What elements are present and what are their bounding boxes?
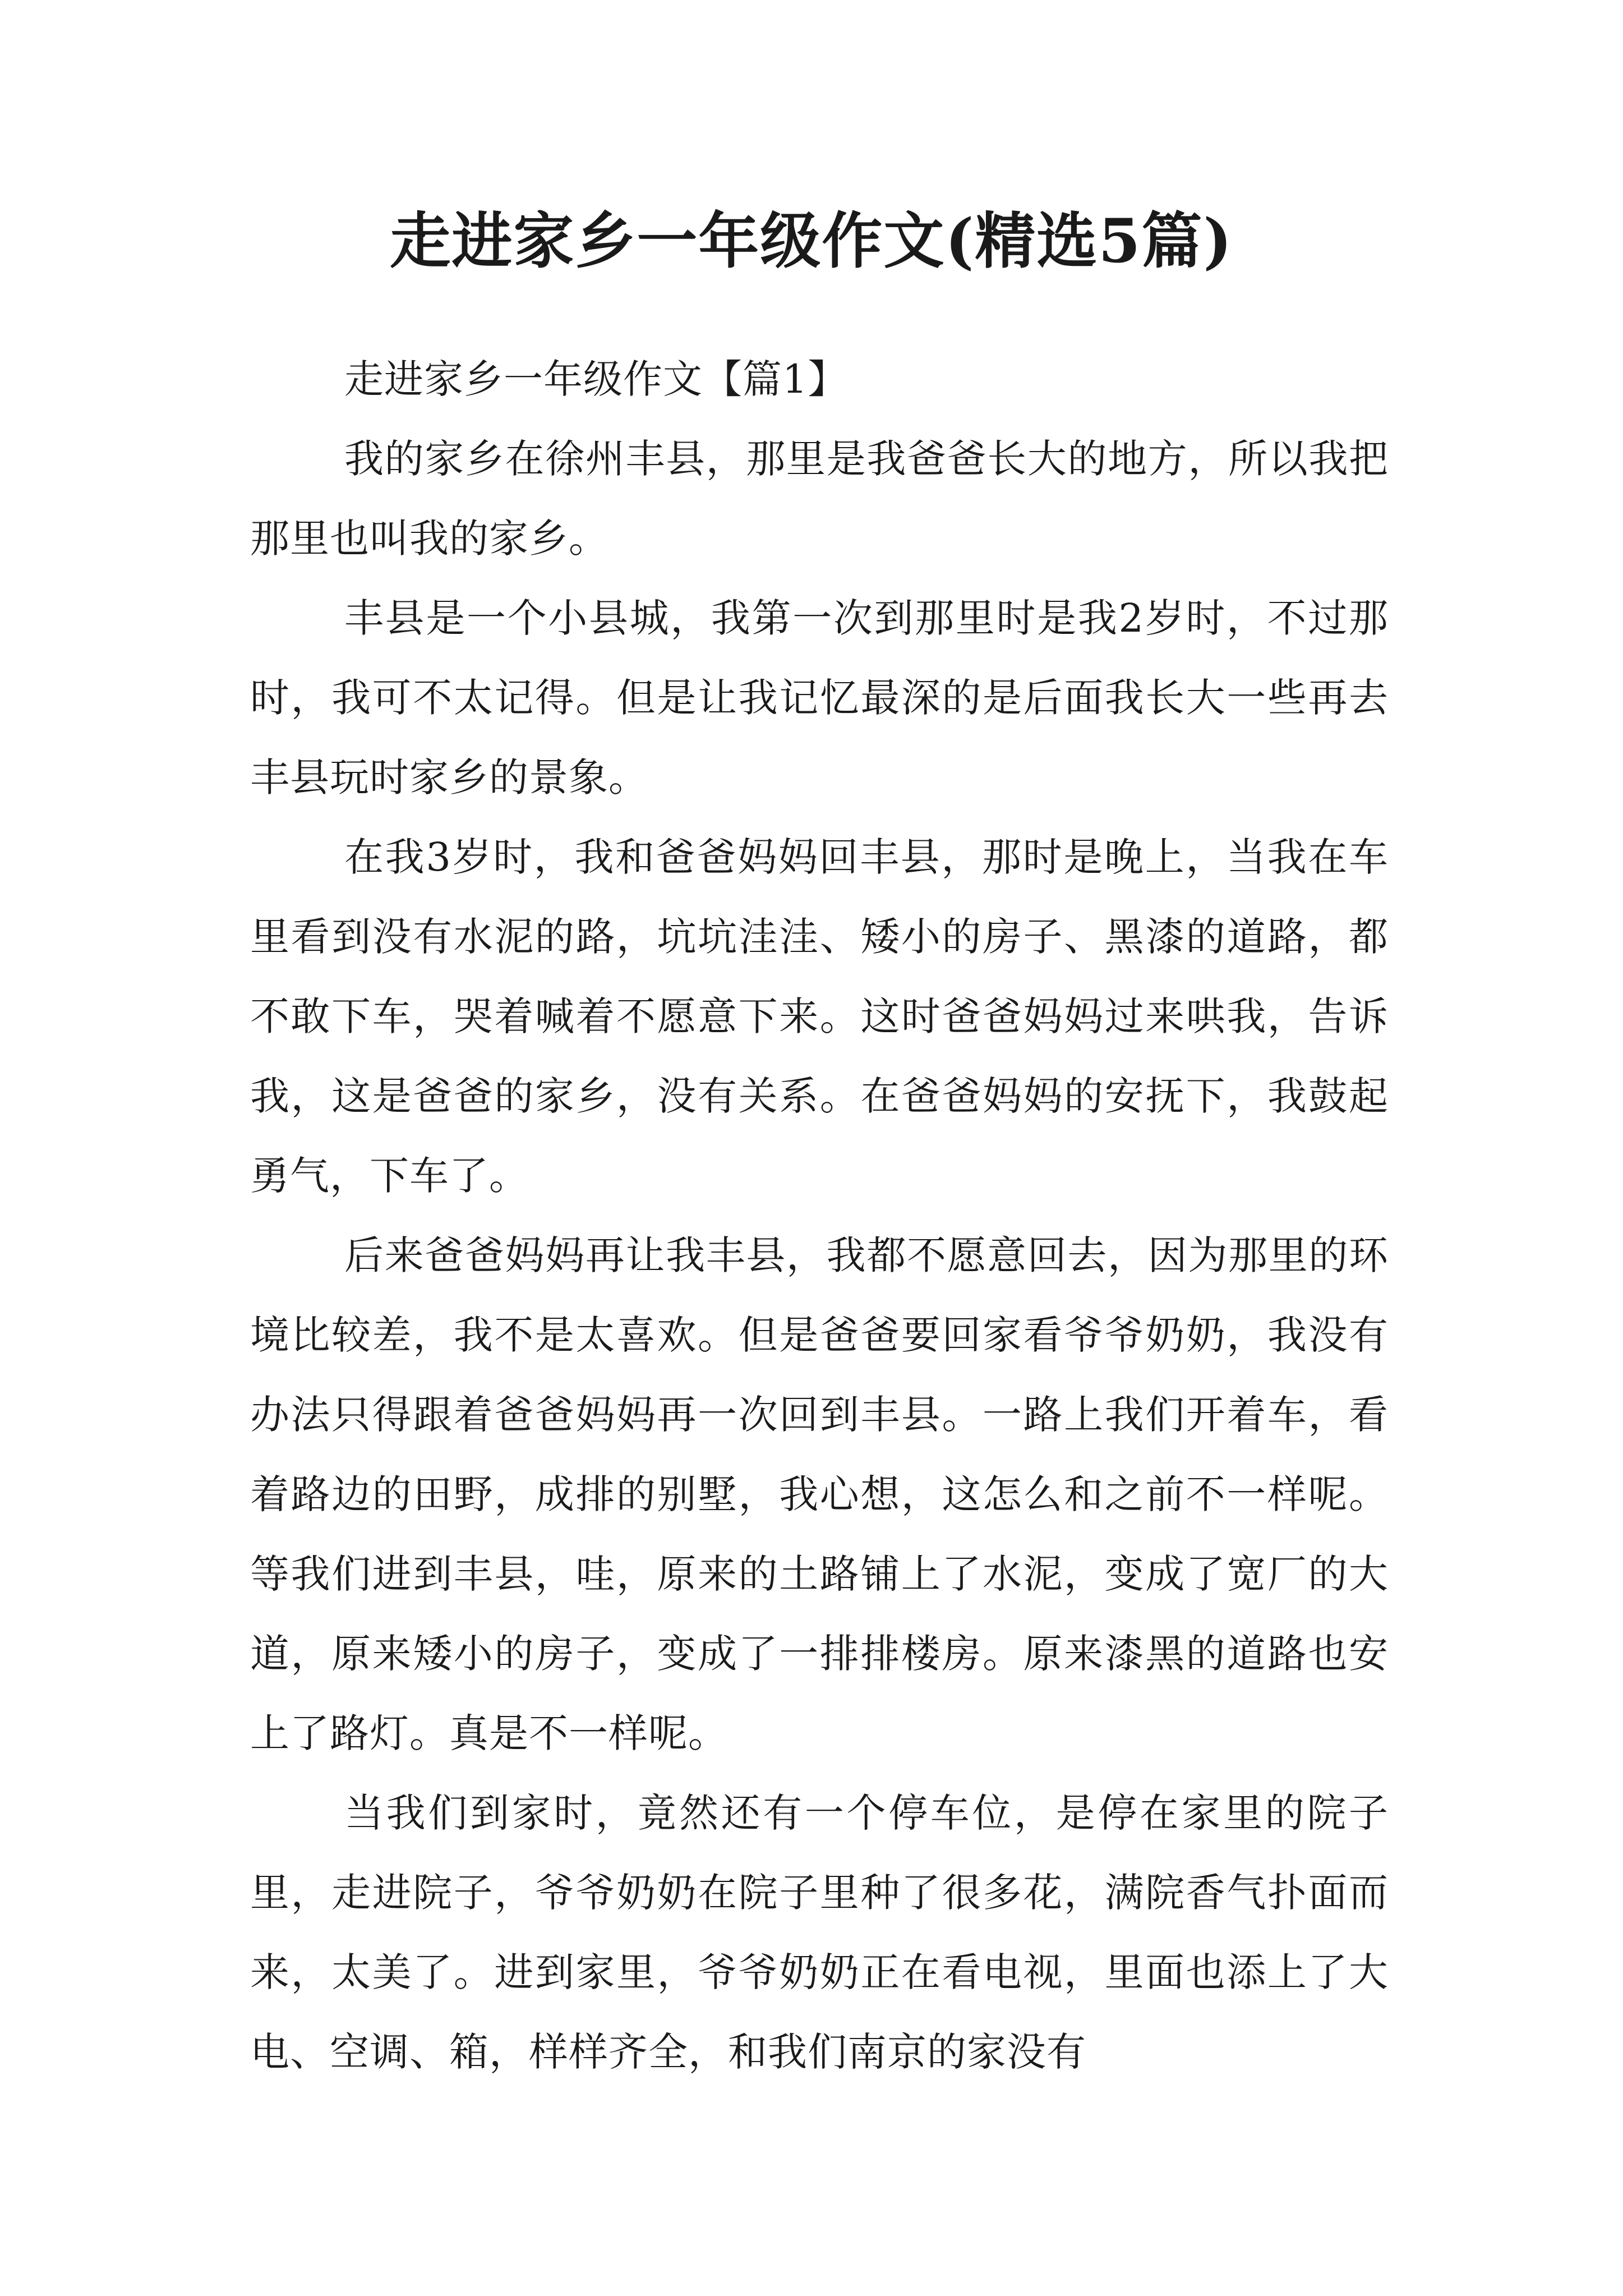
paragraph: 当我们到家时，竟然还有一个停车位，是停在家里的院子里，走进院子，爷爷奶奶在院子里种了很多花，满院香气扑面而来，太美了。进到家里，爷爷奶奶正在看电视，里面也添上了大电、空调、箱，样样齐全，和我们南京的家没有 <box>250 1790 1389 2075</box>
paragraph: 在我3岁时，我和爸爸妈妈回丰县，那时是晚上，当我在车里看到没有水泥的路，坑坑洼洼、矮小的房子、黑漆的道路，都不敢下车，哭着喊着不愿意下来。这时爸爸妈妈过来哄我，告诉我，这是爸爸的家乡，没有关系。在爸爸妈妈的安抚下，我鼓起勇气，下车了。 <box>250 834 1389 1199</box>
document-title: 走进家乡一年级作文(精选5篇) <box>390 206 1233 277</box>
section-heading: 走进家乡一年级作文【篇1】 <box>344 356 848 402</box>
document-body <box>250 339 1389 2092</box>
paragraph: 我的家乡在徐州丰县，那里是我爸爸长大的地方，所以我把那里也叫我的家乡。 <box>250 436 1389 562</box>
paragraph: 丰县是一个小县城，我第一次到那里时是我2岁时，不过那时，我可不太记得。但是让我记忆最深的是后面我长大一些再去丰县玩时家乡的景象。 <box>250 595 1389 800</box>
paragraph: 后来爸爸妈妈再让我丰县，我都不愿意回去，因为那里的环境比较差，我不是太喜欢。但是爸爸要回家看爷爷奶奶，我没有办法只得跟着爸爸妈妈再一次回到丰县。一路上我们开着车，看着路边的田野，成排的别墅，我心想，这怎么和之前不一样呢。等我们进到丰县，哇，原来的土路铺上了水泥，变成了宽厂的大道，原来矮小的房子，变成了一排排楼房。原来漆黑的道路也安上了路灯。真是不一样呢。 <box>250 1232 1389 1756</box>
